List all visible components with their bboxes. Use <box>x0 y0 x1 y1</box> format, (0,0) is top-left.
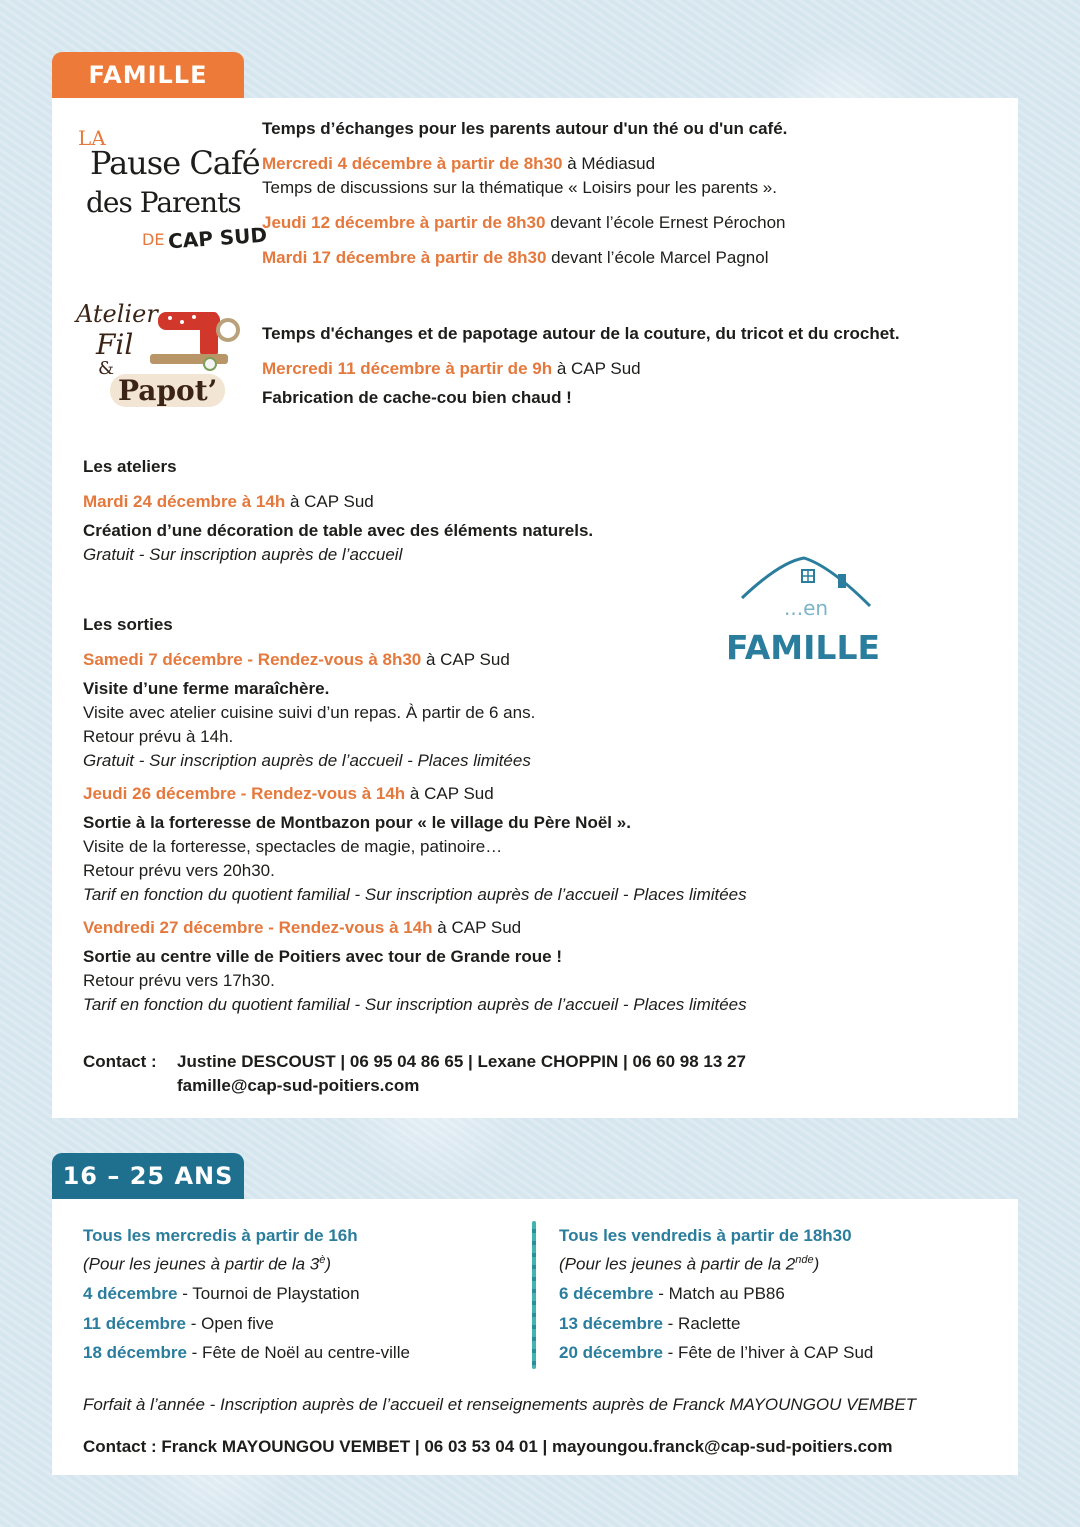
logo-pause: Pause Café <box>90 144 260 182</box>
pause-event-3-date: Mardi 17 décembre à partir de 8h30 <box>262 248 547 267</box>
jeunes-right-item-3 <box>559 1342 873 1364</box>
atelier-fil-event <box>262 358 641 380</box>
logo-amp: & <box>98 358 115 379</box>
famille-tab: FAMILLE <box>52 52 244 98</box>
jeunes-tab: 16 – 25 ANS <box>52 1153 244 1199</box>
sortie-1-event <box>83 649 510 671</box>
logo-capsud: CAP SUD <box>167 222 268 254</box>
sortie-1-line-2: Retour prévu à 14h. <box>83 727 234 746</box>
sortie-1-place: à CAP Sud <box>421 650 510 669</box>
pause-event-1-date: Mercredi 4 décembre à partir de 8h30 <box>262 154 563 173</box>
jeunes-right-title: Tous les vendredis à partir de 18h30 <box>559 1226 852 1245</box>
sortie-3-place: à CAP Sud <box>432 918 522 937</box>
logo-fil: Fil <box>96 328 134 361</box>
sortie-3-line-1: Retour prévu vers 17h30. <box>83 971 275 990</box>
jeunes-right-item-3-date: 20 décembre <box>559 1343 663 1362</box>
ateliers-date: Mardi 24 décembre à 14h <box>83 492 286 511</box>
jeunes-left-item-3-text: - Fête de Noël au centre-ville <box>186 1343 410 1362</box>
famille-contact-label: Contact : <box>83 1052 157 1071</box>
jeunes-right-item-1-text: - Match au PB86 <box>653 1284 785 1303</box>
jeunes-left-item-1 <box>83 1283 360 1305</box>
logo-en: ...en <box>784 596 829 620</box>
jeunes-left-item-2-date: 11 décembre <box>83 1314 187 1333</box>
jeunes-left-subtitle <box>83 1249 331 1276</box>
jeunes-right-subtitle-sup: nde <box>795 1254 814 1266</box>
jeunes-right-item-2 <box>559 1313 740 1335</box>
jeunes-left-item-3-date: 18 décembre <box>83 1343 187 1362</box>
sortie-1-title: Visite d’une ferme maraîchère. <box>83 679 330 698</box>
jeunes-right-subtitle-pre: (Pour les jeunes à partir de la 2 <box>559 1254 796 1274</box>
sortie-2-line-1: Visite de la forteresse, spectacles de magie, patinoire… <box>83 837 503 856</box>
jeunes-left-subtitle-post: ) <box>325 1254 332 1274</box>
famille-contact-email[interactable]: famille@cap-sud-poitiers.com <box>177 1076 420 1095</box>
pause-event-2-date: Jeudi 12 décembre à partir de 8h30 <box>262 213 546 232</box>
pause-event-2-place: devant l’école Ernest Pérochon <box>545 213 786 232</box>
jeunes-right-item-1-date: 6 décembre <box>559 1284 654 1303</box>
sortie-1-date: Samedi 7 décembre - Rendez-vous à 8h30 <box>83 650 422 669</box>
jeunes-right-item-1 <box>559 1283 785 1305</box>
jeunes-contact: Contact : Franck MAYOUNGOU VEMBET | 06 03 53 04 01 | mayoungou.franck@cap-sud-poitiers.com <box>83 1437 893 1456</box>
atelier-fil-note: Fabrication de cache-cou bien chaud ! <box>262 388 572 407</box>
pause-event-1-place: à Médiasud <box>562 154 656 173</box>
sortie-2-event <box>83 783 494 805</box>
jeunes-left-subtitle-pre: (Pour les jeunes à partir de la 3 <box>83 1254 320 1274</box>
jeunes-right-subtitle-post: ) <box>813 1254 820 1274</box>
sortie-3-info: Tarif en fonction du quotient familial - Sur inscription auprès de l’accueil - Places limitées <box>83 995 747 1014</box>
pause-event-3 <box>262 247 768 269</box>
sortie-3-date: Vendredi 27 décembre - Rendez-vous à 14h <box>83 918 433 937</box>
atelier-fil-place: à CAP Sud <box>552 359 641 378</box>
ateliers-info: Gratuit - Sur inscription auprès de l’accueil <box>83 545 403 564</box>
jeunes-left-title: Tous les mercredis à partir de 16h <box>83 1226 358 1245</box>
pause-event-2 <box>262 212 786 234</box>
famille-contact-phones: Justine DESCOUST | 06 95 04 86 65 | Lexane CHOPPIN | 06 60 98 13 27 <box>177 1052 746 1071</box>
atelier-fil-papot-logo <box>74 298 244 414</box>
jeunes-left-item-3 <box>83 1342 410 1364</box>
sortie-1-info: Gratuit - Sur inscription auprès de l’accueil - Places limitées <box>83 751 531 770</box>
atelier-fil-intro: Temps d'échanges et de papotage autour de la couture, du tricot et du crochet. <box>262 324 900 343</box>
sortie-2-place: à CAP Sud <box>405 784 494 803</box>
logo-de: DE <box>142 230 165 249</box>
jeunes-right-item-2-date: 13 décembre <box>559 1314 663 1333</box>
sortie-1-line-1: Visite avec atelier cuisine suivi d’un repas. À partir de 6 ans. <box>83 703 536 722</box>
sortie-3-title: Sortie au centre ville de Poitiers avec tour de Grande roue ! <box>83 947 562 966</box>
pause-cafe-intro: Temps d’échanges pour les parents autour d'un thé ou d'un café. <box>262 119 788 138</box>
pause-theme: Temps de discussions sur la thématique « Loisirs pour les parents ». <box>262 178 777 197</box>
logo-papot: Papot’ <box>110 374 225 407</box>
sortie-2-title: Sortie à la forteresse de Montbazon pour « le village du Père Noël ». <box>83 813 631 832</box>
jeunes-left-subtitle-sup: è <box>319 1254 326 1266</box>
sortie-3-event <box>83 917 521 939</box>
pause-event-1 <box>262 153 655 175</box>
ateliers-event <box>83 491 374 513</box>
logo-des-parents: des Parents <box>86 186 241 219</box>
logo-famille: FAMILLE <box>726 628 881 667</box>
jeunes-left-item-1-date: 4 décembre <box>83 1284 178 1303</box>
jeunes-right-subtitle <box>559 1249 819 1276</box>
pause-event-3-place: devant l’école Marcel Pagnol <box>546 248 769 267</box>
pause-cafe-logo <box>74 122 268 262</box>
sorties-heading: Les sorties <box>83 615 173 634</box>
ateliers-heading: Les ateliers <box>83 457 177 476</box>
jeunes-left-item-2-text: - Open five <box>186 1314 274 1333</box>
ateliers-title: Création d’une décoration de table avec des éléments naturels. <box>83 521 594 540</box>
column-divider <box>532 1221 536 1369</box>
ateliers-place: à CAP Sud <box>285 492 374 511</box>
atelier-fil-date: Mercredi 11 décembre à partir de 9h <box>262 359 553 378</box>
sortie-2-info: Tarif en fonction du quotient familial - Sur inscription auprès de l’accueil - Places limitées <box>83 885 747 904</box>
jeunes-right-item-2-text: - Raclette <box>662 1314 741 1333</box>
logo-la: LA <box>78 126 106 150</box>
en-famille-logo <box>720 552 900 674</box>
jeunes-forfait: Forfait à l’année - Inscription auprès de l’accueil et renseignements auprès de Franck MAYOUNGOU VEMBET <box>83 1395 917 1414</box>
logo-atelier: Atelier <box>76 300 158 328</box>
jeunes-left-item-1-text: - Tournoi de Playstation <box>177 1284 360 1303</box>
jeunes-right-item-3-text: - Fête de l’hiver à CAP Sud <box>662 1343 874 1362</box>
jeunes-left-item-2 <box>83 1313 274 1335</box>
sortie-2-date: Jeudi 26 décembre - Rendez-vous à 14h <box>83 784 406 803</box>
sortie-2-line-2: Retour prévu vers 20h30. <box>83 861 275 880</box>
